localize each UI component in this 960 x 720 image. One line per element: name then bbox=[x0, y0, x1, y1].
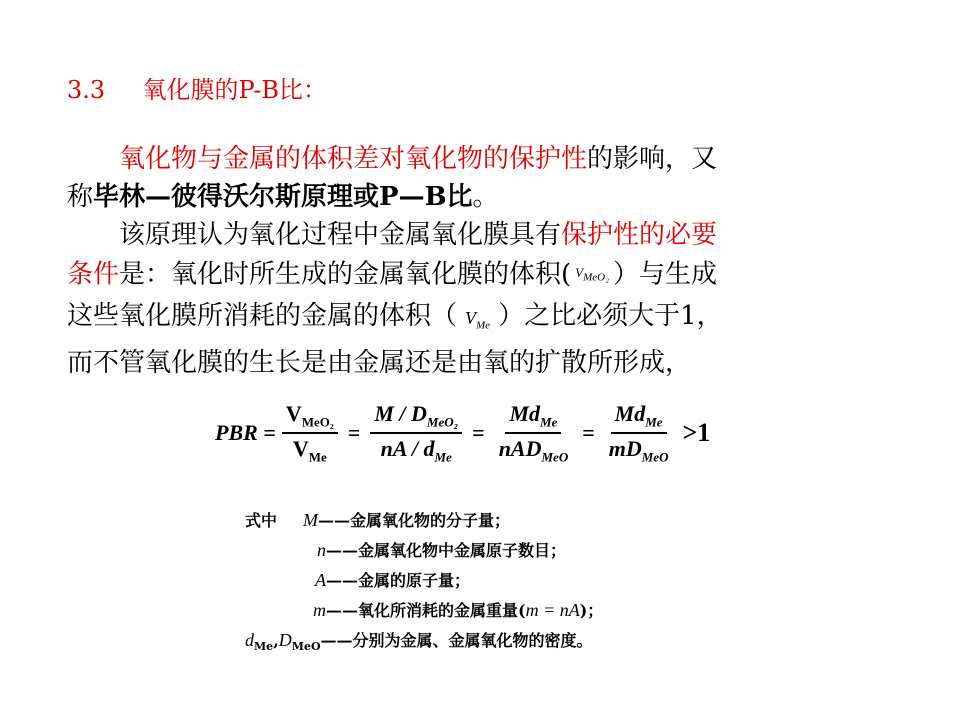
fraction-volume: $\frac{V_{MeO_2}}{V_{Me}}$ bbox=[282, 401, 338, 466]
paragraph-condition: 该原理认为氧化过程中金属氧化膜具有保护性的必要 条件是：氧化时所生成的金属氧化膜的体积( $V_{MeO_2}$ ）与生成 这些氧化膜所消耗的金属的体积（ $V_{Me}$ ）之比必须大于1， 而不管氧化膜的生长是由金属还是由氧的扩散所形成， bbox=[67, 220, 723, 379]
section-title bbox=[67, 70, 327, 105]
principle-name: 毕林—彼得沃尔斯原理或P—B比 bbox=[93, 182, 473, 212]
fraction-md: $\frac{Md_{Me}}{mD_{MeO}}$ bbox=[608, 400, 669, 465]
legend-row-densities: $d_{Me},D_{MeO}——$分别为金属、金属氧化物的密度。 bbox=[245, 630, 593, 654]
legend-row-M: 式中 M——金属氧化物的分子量； bbox=[245, 510, 511, 530]
symbol-v-me: $V_{Me}$ bbox=[465, 307, 491, 332]
paragraph-definition: 氧化物与金属的体积差对氧化物的保护性的影响，又 称毕林—彼得沃尔斯原理或P—B比。 bbox=[67, 144, 718, 212]
legend-row-m: m——氧化所消耗的金属重量(m = nA)； bbox=[313, 600, 604, 620]
symbol-legend bbox=[245, 505, 603, 655]
legend-row-A: A——金属的原子量； bbox=[315, 570, 471, 590]
fraction-nad: $\frac{Md_{Me}}{nAD_{MeO}}$ bbox=[498, 400, 569, 465]
highlight-volume-difference: 氧化物与金属的体积差对氧化物的保护性 bbox=[119, 144, 588, 174]
legend-row-n: n——金属氧化物中金属原子数目； bbox=[317, 540, 567, 560]
fraction-mass-density: $\frac{M / D_{MeO_2}}{nA / d_{Me}}$ bbox=[370, 401, 462, 466]
greater-than-one: >1 bbox=[682, 418, 711, 447]
section-heading: 氧化膜的P-B比： bbox=[142, 76, 328, 104]
section-number: 3.3 bbox=[67, 76, 106, 104]
symbol-v-meo2: $V_{MeO_2}$ bbox=[575, 265, 609, 284]
pbr-formula: PBR = $\frac{V_{MeO_2}}{V_{Me}}$ = $\frac{M / D_{MeO_2}}{nA / d_{Me}}$ = $\frac{Md_{Me}}{nAD_{MeO}}$ = $\frac{Md_{Me}}{mD_{MeO}}$ >1 bbox=[215, 400, 711, 465]
highlight-necessary-condition: 保护性的必要 bbox=[561, 220, 718, 250]
formula-lhs: PBR = bbox=[215, 420, 276, 445]
